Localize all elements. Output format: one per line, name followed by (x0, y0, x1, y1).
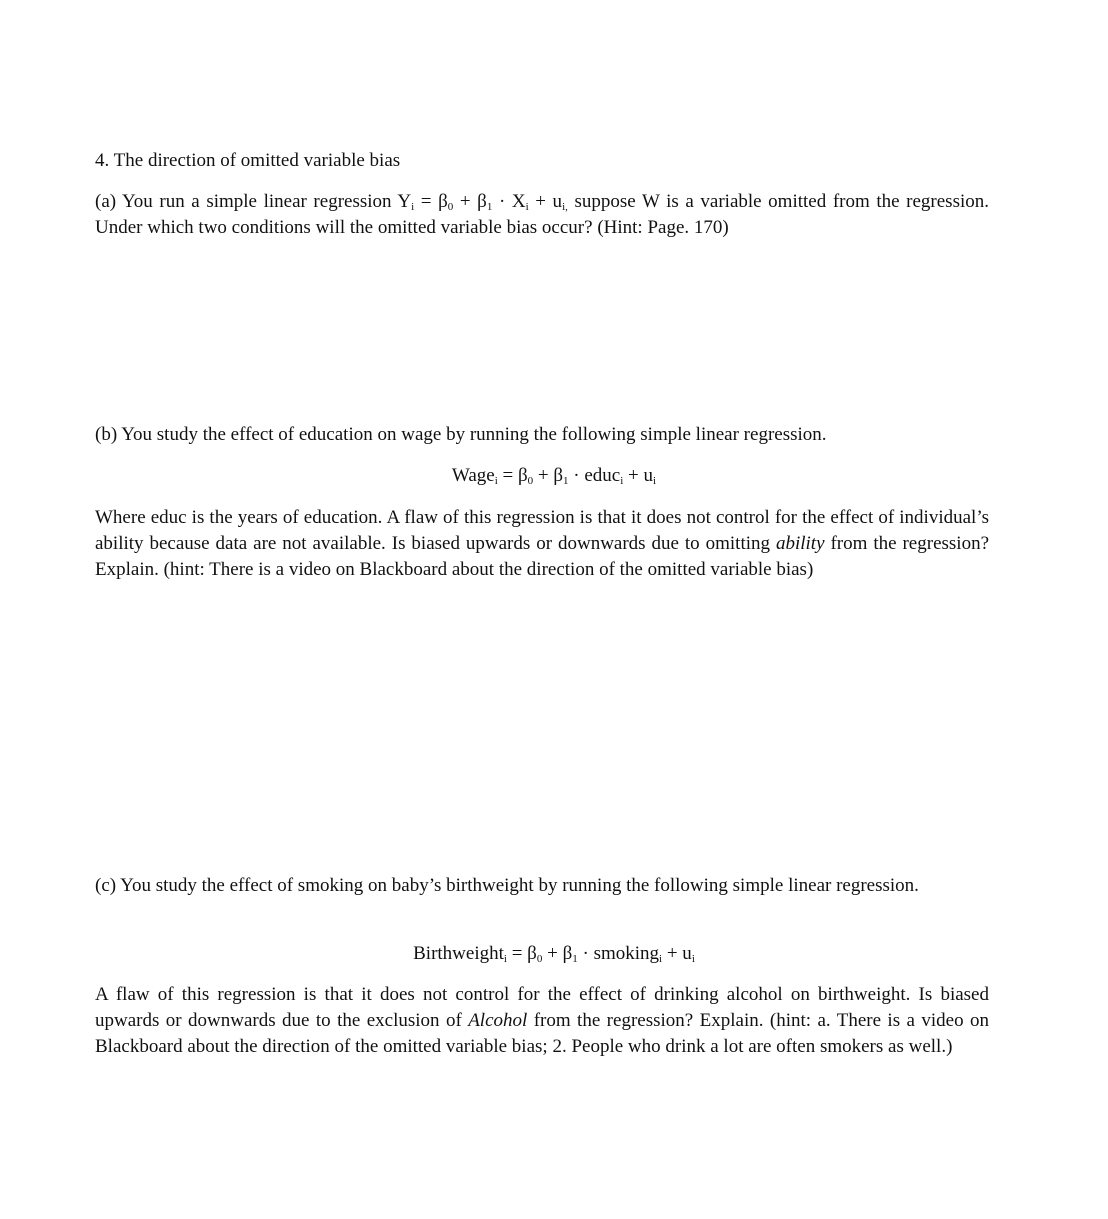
part-a-sub-1: i (411, 201, 415, 213)
part-c-eq-sub-4: i (659, 953, 663, 965)
question-title (95, 148, 989, 174)
part-b-eq-sub-1: i (494, 475, 498, 487)
part-a-text-2: = β (414, 191, 448, 212)
part-a-sub-4: i (525, 201, 529, 213)
part-c-eq-text-4: · smoking (577, 943, 660, 964)
part-c-intro-text: (c) You study the effect of smoking on baby’s birthweight by running the following simple linear regression. (95, 875, 919, 896)
part-c-italic-alcohol: Alcohol (468, 1010, 528, 1031)
part-b-intro (95, 422, 989, 448)
part-b-intro-text: (b) You study the effect of education on wage by running the following simple linear regression. (95, 424, 827, 445)
part-a-sub-2: 0 (447, 201, 454, 213)
part-b-eq-sub-4: i (620, 475, 624, 487)
part-a-paragraph (95, 189, 989, 241)
part-c-text-1: A flaw of this regression is that it does not control for the effect of drinking alcohol on birthweight. Is biased upwards or downwards due to the exclusion of (95, 984, 989, 1031)
part-a-text-5: + u (528, 191, 563, 212)
part-b-paragraph (95, 505, 989, 583)
part-a-sub-3: 1 (486, 201, 493, 213)
part-a-sub-5: i, (562, 201, 568, 213)
part-a-text-6: suppose W is a variable omitted from the regression. Under which two conditions will the omitted variable bias occur? (Hint: Page. 170) (95, 191, 989, 238)
part-b-text-2: from the regression? Explain. (hint: There is a video on Blackboard about the direction of the omitted variable bias) (95, 533, 990, 580)
part-b-eq-text-5: + u (623, 465, 654, 486)
part-c-paragraph (95, 982, 989, 1060)
part-c-equation (0, 941, 1108, 967)
part-c-eq-sub-3: 1 (572, 953, 578, 965)
part-b-equation (0, 463, 1108, 489)
part-b-eq-text-4: · educ (568, 465, 621, 486)
part-b-eq-sub-2: 0 (527, 475, 534, 487)
part-c-eq-sub-5: i (691, 953, 695, 965)
part-b-eq-sub-5: i (653, 475, 657, 487)
part-b-eq-sub-3: 1 (563, 475, 569, 487)
part-c-eq-text-1: Birthweight (413, 943, 504, 964)
part-a-text-1: (a) You run a simple linear regression Y (95, 191, 412, 212)
part-b-eq-text-1: Wage (451, 465, 495, 486)
part-c-intro (95, 873, 989, 899)
part-a-text-4: · X (492, 191, 526, 212)
part-c-text-2: from the regression? Explain. (hint: a. There is a video on Blackboard about the direction of the omitted variable bias; 2. People who drink a lot are often smokers as well.) (95, 1010, 989, 1057)
part-b-eq-text-3: + β (533, 465, 564, 486)
part-c-eq-text-3: + β (542, 943, 573, 964)
question-title-text: 4. The direction of omitted variable bias (95, 150, 401, 171)
part-c-eq-text-5: + u (662, 943, 692, 964)
part-b-eq-text-2: = β (497, 465, 528, 486)
part-b-italic-ability: ability (775, 533, 825, 554)
part-c-eq-sub-2: 0 (536, 953, 543, 965)
part-a-text-3: + β (453, 191, 487, 212)
part-c-eq-sub-1: i (503, 953, 507, 965)
part-b-text-1: Where educ is the years of education. A flaw of this regression is that it does not control for the effect of individual’s ability because data are not available. Is biased upwards or downwards due to omitting (95, 507, 989, 554)
part-c-eq-text-2: = β (506, 943, 537, 964)
